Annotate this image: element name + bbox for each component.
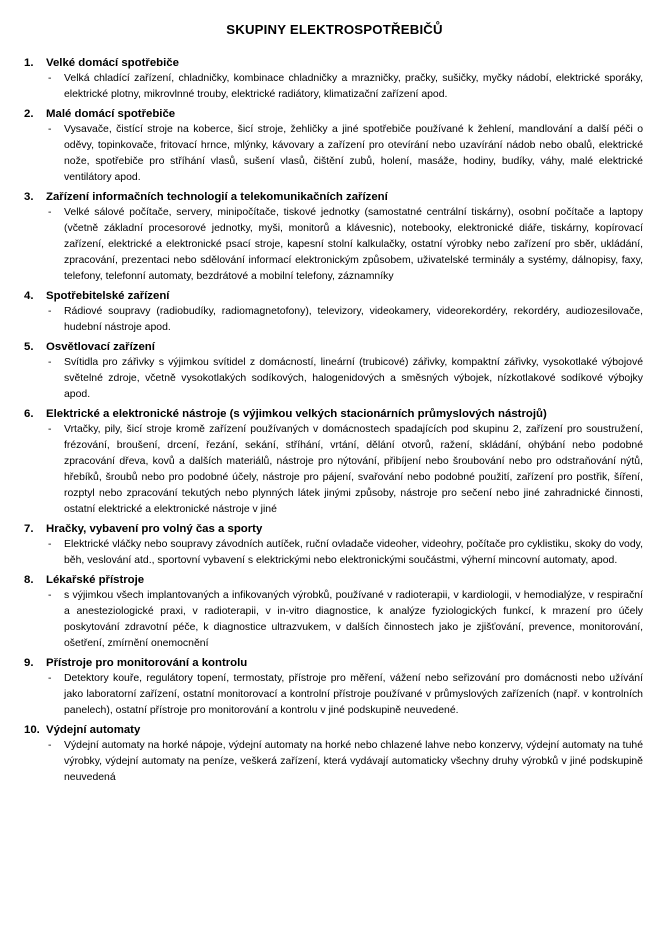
category-number: 10. [24, 724, 40, 736]
category-section [24, 406, 645, 518]
category-description: Vysavače, čistící stroje na koberce, šicí stroje, žehličky a jiné spotřebiče používané k žehlení, mandlování a další péči o oděvy, topinkovače, fritovací hrnce, mlýnky, kávovary a zařízení pro otevírání nebo uzavírání nádob nebo obalů, elektrické nože, spotřebiče pro stříhání vlasů, sušení vlasů, čištění zubů, holení, masáže, hodiny, budíky, váhy, malé elektrické ventilátory apod. [64, 124, 643, 183]
category-title: Přístroje pro monitorování a kontrolu [46, 657, 248, 669]
list-dash: - [48, 73, 52, 84]
category-section [24, 655, 645, 719]
category-number: 6. [24, 408, 34, 420]
category-description: Elektrické vláčky nebo soupravy závodních autíček, ruční ovladače videoher, videohry, počítače pro cyklistiku, skoky do vody, běh, veslování atd., sportovní vybavení s elektrickými nebo elektronickými součástmi, výherní mincovní automaty, apod. [64, 539, 643, 566]
list-dash: - [48, 357, 52, 368]
category-description: Svítidla pro zářivky s výjimkou svítidel z domácností, lineární (trubicové) zářivky, kompaktní zářivky, vysokotlaké výbojové světelné zdroje, včetně vysokotlakých sodíkových, halogenidových a směsných výbojek, nízkotlakové sodíkové výbojky apod. [64, 357, 643, 400]
category-heading [24, 189, 645, 205]
list-dash: - [48, 207, 52, 218]
category-title: Velké domácí spotřebiče [46, 57, 179, 69]
category-title: Hračky, vybavení pro volný čas a sporty [46, 523, 263, 535]
category-item [24, 671, 645, 719]
category-description: Detektory kouře, regulátory topení, termostaty, přístroje pro měření, vážení nebo seřizování pro domácnosti nebo užívání jako laboratorní zařízení, ostatní monitorovací a kontrolní přístroje používané v průmyslových zařízeních (např. v kontrolních panelech), ostatní přístroje pro monitorování a kontrolu v jiné podskupině neuvedené. [64, 673, 643, 716]
category-title: Malé domácí spotřebiče [46, 108, 176, 120]
category-description: Vrtačky, pily, šicí stroje kromě zařízení používaných v domácnostech spadajících pod skupinu 2, zařízení pro soustružení, frézování, broušení, drcení, řezání, sekání, stříhání, vrtání, dělání otvorů, ražení, skládání, ohýbání nebo podobné zpracování dřeva, kovů a dalších materiálů, nástroje pro nýtování, přibíjení nebo šroubování nebo pro odstraňování nýtů, hřebíků, šroubů nebo pro podobné účely, nástroje pro pájení, svařování nebo podobné použití, zařízení pro postřik, šíření, rozptyl nebo zpracování tekutých nebo plynných látek jinými způsoby, nástroje pro sečení nebo jiné zahradnické činnosti, ostatní elektrické a elektronické nástroje v jiné [64, 424, 643, 515]
category-heading [24, 106, 645, 122]
category-heading [24, 655, 645, 671]
list-dash: - [48, 306, 52, 317]
category-heading [24, 406, 645, 422]
category-title: Spotřebitelské zařízení [46, 290, 170, 302]
category-section [24, 339, 645, 403]
category-item [24, 422, 645, 518]
category-number: 1. [24, 57, 34, 69]
list-dash: - [48, 539, 52, 550]
category-number: 2. [24, 108, 34, 120]
category-description: Velká chladící zařízení, chladničky, kombinace chladničky a mrazničky, pračky, sušičky, myčky nádobí, elektrické sporáky, elektrické plotny, mikrovlnné trouby, elektrické radiátory, klimatizační zařízení apod. [64, 73, 643, 100]
category-heading [24, 572, 645, 588]
category-item [24, 71, 645, 103]
category-number: 3. [24, 191, 34, 203]
category-item [24, 738, 645, 786]
category-title: Výdejní automaty [46, 724, 141, 736]
category-heading [24, 521, 645, 537]
category-description: s výjimkou všech implantovaných a infikovaných výrobků, používané v radioterapii, v kardiologii, v hemodialýze, v respirační a anesteziologické praxi, v radioterapii, v in-vitro diagnostice, k analýze fyziologických funkcí, k mrazení pro účely poskytování zdravotní péče, k diagnostice ultrazvukem, v dalších činnostech jako je zjišťování, prevence, monitorování, ošetření, zmírnění onemocnění [64, 590, 643, 649]
category-description: Velké sálové počítače, servery, minipočítače, tiskové jednotky (samostatné centrální tiskárny), osobní počítače a laptopy (včetně základní procesorové jednotky, myši, monitorů a klávesnic), notebooky, elektronické diáře, tiskárny, kopírovací zařízení, elektrické a elektronické psací stroje, kapesní stolní kalkulačky, ostatní výrobky nebo zařízení pro sběr, ukládání, zpracování, prezentaci nebo sdělování informací elektronickým způsobem, uživatelské terminály a systémy, dálnopisy, faxy, telefony, telefonní automaty, bezdrátové a mobilní telefony, záznamníky [64, 207, 643, 282]
category-item [24, 205, 645, 285]
list-dash: - [48, 590, 52, 601]
category-item [24, 537, 645, 569]
category-section [24, 106, 645, 186]
category-item [24, 355, 645, 403]
list-dash: - [48, 124, 52, 135]
category-item [24, 304, 645, 336]
category-item [24, 122, 645, 186]
page-title: SKUPINY ELEKTROSPOTŘEBIČŮ [226, 22, 443, 37]
category-item [24, 588, 645, 652]
category-number: 9. [24, 657, 34, 669]
list-dash: - [48, 424, 52, 435]
category-section [24, 572, 645, 652]
category-section [24, 189, 645, 285]
category-section [24, 288, 645, 336]
list-dash: - [48, 673, 52, 684]
category-title: Zařízení informačních technologií a telekomunikačních zařízení [46, 191, 388, 203]
category-description: Rádiové soupravy (radiobudíky, radiomagnetofony), televizory, videokamery, videorekordéry, rekordéry, audiozesilovače, hudební nástroje apod. [64, 306, 643, 333]
category-description: Výdejní automaty na horké nápoje, výdejní automaty na horké nebo chlazené lahve nebo konzervy, výdejní automaty na tuhé výrobky, výdejní automaty na peníze, veškerá zařízení, která vydávají automaticky všechny druhy výrobků v jiné podskupině neuvedená [64, 740, 643, 783]
category-section [24, 521, 645, 569]
category-number: 8. [24, 574, 34, 586]
category-title: Lékařské přístroje [46, 574, 145, 586]
category-heading [24, 288, 645, 304]
category-heading [24, 55, 645, 71]
category-number: 7. [24, 523, 34, 535]
category-number: 5. [24, 341, 34, 353]
category-heading [24, 722, 645, 738]
category-title: Osvětlovací zařízení [46, 341, 155, 353]
category-number: 4. [24, 290, 34, 302]
category-section [24, 55, 645, 103]
category-heading [24, 339, 645, 355]
category-title: Elektrické a elektronické nástroje (s výjimkou velkých stacionárních průmyslových nástrojů) [46, 408, 547, 420]
list-dash: - [48, 740, 52, 751]
category-section [24, 722, 645, 786]
